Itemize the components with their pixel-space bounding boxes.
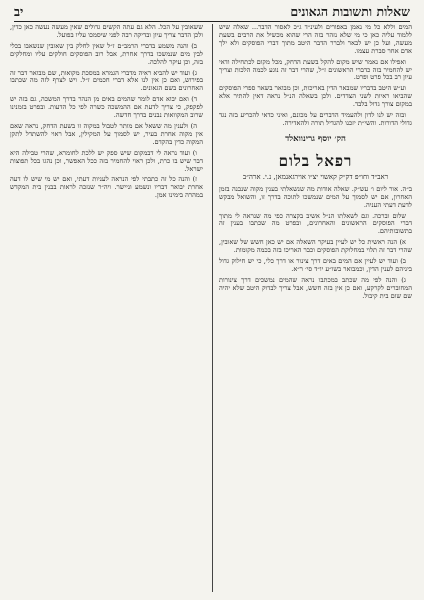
paragraph: ג) ועוד יש להביא ראיה מדברי הגמרא במסכת מקואות, שם מבואר דבר זה בפירוש, ואם כן אין לנו אלא דברי חכמים ז״ל. ויש לצרף לזה מה שכתבו האחרונים בשם הגאונים.	[10, 68, 203, 93]
paragraph: ו) ועוד נראה לי דבמקום שיש ספק יש ללכת לחומרא, שהרי טבילה היא דבר שיש בו כרת, ולכן ראוי להחמיר בזה ככל האפשר, וכן נהגו בכל תפוצות ישראל.	[10, 148, 203, 173]
page-number: יב	[14, 4, 24, 19]
left-column	[10, 24, 203, 594]
paragraph: ד) ואם יבוא אדם לומר שהמים באים מן הנהר בדרך המשכה, גם בזה יש לפקפק, כי צריך לדעת אם ההמשכה כשרה לפי כל הדעות. ובפרט בזמנינו שרוב המקוואות נבנים בדרך חדשה.	[10, 95, 203, 120]
page-header	[14, 4, 410, 20]
paragraph: ואפילו אם נאמר שיש מקום להקל בשעת הדחק, מכל מקום לכתחילה ודאי יש להחמיר בזה כדברי הראשונים ז״ל, שהרי דבר זה נוגע לכמה הלכות וצריך עיון רב בכל פרט ופרט.	[219, 57, 412, 82]
paragraph: ב) ועוד יש לעיין אם המים באים דרך צינור או דרך כלי, כי יש חילוק גדול ביניהם לענין הדין, וכמבואר בשו״ע יו״ד סי׳ ר״א.	[219, 257, 412, 273]
paragraph: המים וללא כל מי נאמן באפורים ולעינ״ד ג״כ לאסור הדבר... שאלה שיש ללמוד עליה כאן כי מי שלא נזהר בזה הרי שהוא מכשיל את הרבים בשעת מעשה, ועל כן יש לבאר ולברר הדבר היטב מתוך דברי הפוסקים ולא ילך אדם אחר סברת עצמו.	[219, 24, 412, 55]
paragraph: ששאובין על הכל. הלא גם עתה הקשים גדולים שאין מעשה נעשה כאן כדין, ולכן הדבר צריך עיון ובדיקה רבה לפני שיסמכו עליו בפועל.	[10, 24, 203, 39]
paragraph: ה) ולענין מה ששאל אם מותר לטבול במקוה זו בשעת הדחק, נראה שאם אין מקוה אחרת בעיר, יש לסמוך על המקילין, אבל ראוי להשתדל לתקן המקוה כדין בהקדם.	[10, 121, 203, 146]
section-subtitle: ראב״ד וחו״פ דק״ק קאשוי יצ״ו אוירגאנמאן, נ.י. ארה״ב	[242, 173, 389, 182]
paragraph: ב) והנה משמע בדברי הרמב״ם ז״ל שאין לחלק בין שאובין שנשאבו בכלי לבין מים שנמשכו בדרך אחרת, אבל רוב הפוסקים חולקים עליו ומחלקים בזה, וכן עיקר להלכה.	[10, 41, 203, 66]
header-rule	[14, 21, 410, 22]
paragraph: ג) והנה לפי מה שכתב במכתבו נראה שהמים נמשכים דרך צינורות המחוברים לקרקע, ואם כן אין בזה חשש, אבל צריך לבדוק היטב שלא יהיה שם שום בית קיבול.	[219, 275, 412, 300]
section-title: רפאל בלום	[278, 152, 353, 171]
right-column	[219, 24, 412, 594]
signature: הק׳ יוסף גרינוואלד	[285, 133, 346, 144]
paragraph: ז) והנה כל זה כתבתי לפי הנראה לעניות דעתי, ואם יש מי שיש לו דעה אחרת יבואר דבריו ונשמע וניישר. ויה״ר שנזכה לראות בבנין בית המקדש במהרה בימינו אמן.	[10, 175, 203, 200]
column-divider	[212, 24, 213, 592]
paragraph: וע״ש היטב בדבריו שמבאר הדין באריכות, וכן מבואר בשאר ספרי הפוסקים שהביאו ראיות לשני הצדדים. ולכן בשאלה הנ״ל נראה דאין להתיר אלא במקום צורך גדול בלבד.	[219, 84, 412, 109]
paragraph: ובזה יש לנו לדון ולהעמיד הדברים על מכונם, ואיני כדאי להכריע בזה נגד גדולי הדורות. והשי״ת יזכנו להגדיל תורה ולהאדירה.	[219, 111, 412, 127]
paragraph: שלום וברכה. וגם לשאלתו הנ״ל אשיב בקצרה כפי מה שנראה לי מתוך דברי הפוסקים הראשונים והאחרונים, ובפרט מה שכתבו בענין זה בתשובותיהם.	[219, 211, 412, 236]
paragraph: א) הנה ראשית כל יש לעיין בעיקר השאלה אם יש כאן חשש של שאובין, שהרי דבר זה תלוי במחלוקת הפוסקים וכבר האריכו בזה בכמה מקומות.	[219, 238, 412, 255]
running-title: שאלות ותשובות הגאונים	[290, 4, 410, 19]
paragraph: ב״ה. אור ליום ו׳ עש״ק. שאלה אודות מה שנשאלתי בענין מקוה שנבנה בזמן האחרון, אם יש לסמוך על המים שנמשכו לתוכה בדרך זו, והשואל מבקש לדעת דעתי העניה.	[219, 184, 412, 209]
